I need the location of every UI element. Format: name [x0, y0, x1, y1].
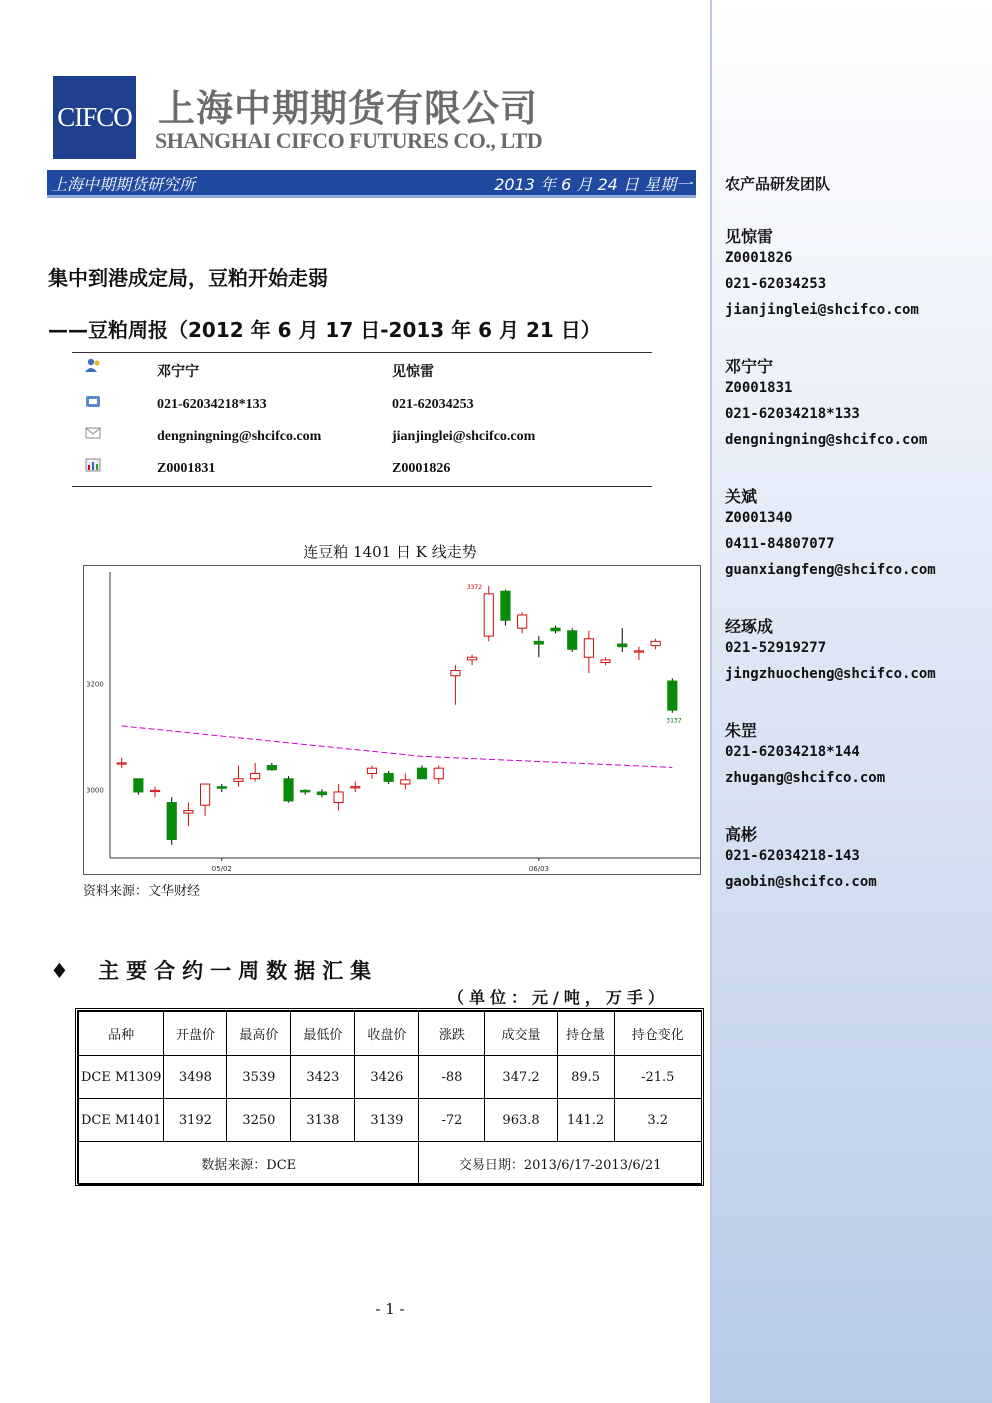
table-cell: 3426 — [355, 1056, 419, 1099]
member-email: zhugang@shcifco.com — [725, 770, 886, 786]
member-phone: 021-62034218*144 — [725, 744, 860, 760]
candle-body — [251, 773, 260, 778]
candle-body — [334, 792, 343, 803]
table-cell: DCE M1401 — [79, 1099, 164, 1142]
cifco-logo — [53, 76, 136, 159]
logo-text: CIFCO — [57, 102, 132, 132]
table-row — [79, 1099, 702, 1142]
candle-body — [568, 631, 577, 649]
candle-body — [501, 591, 510, 620]
author-phone-row — [72, 397, 652, 417]
candle-body — [134, 779, 143, 792]
member-name: 邓宁宁 — [725, 357, 774, 376]
report-title: 集中到港成定局，豆粕开始走弱 — [48, 266, 328, 290]
table-cell: 3139 — [355, 1099, 419, 1142]
candle-body — [417, 768, 426, 779]
candle-body — [234, 779, 243, 782]
member-phone: 021-62034218*133 — [725, 406, 860, 422]
member-name: 关斌 — [725, 487, 758, 506]
author-email-1: dengningning@shcifco.com — [157, 429, 322, 444]
candle-body — [651, 641, 660, 645]
company-name-en: SHANGHAI CIFCO FUTURES CO., LTD — [155, 128, 543, 153]
member-id: Z0001340 — [725, 510, 793, 526]
low-annotation: 3137 — [666, 717, 682, 725]
member-email: jianjinglei@shcifco.com — [725, 302, 919, 318]
candle-body — [184, 810, 193, 813]
sidebar-team — [710, 0, 992, 1403]
col-header: 开盘价 — [164, 1012, 227, 1056]
author-id-2: Z0001826 — [392, 461, 451, 476]
candle-body — [618, 644, 627, 647]
candle-body — [634, 651, 643, 652]
candle-body — [484, 594, 493, 636]
report-date: 2013 年 6 月 24 日 星期一 — [494, 175, 692, 194]
table-cell: 141.2 — [557, 1099, 614, 1142]
table-cell: 3423 — [291, 1056, 355, 1099]
member-id: Z0001831 — [725, 380, 793, 396]
member-email: gaobin@shcifco.com — [725, 874, 877, 890]
col-header: 持仓量 — [557, 1012, 614, 1056]
member-phone: 021-62034253 — [725, 276, 827, 292]
member-name: 高彬 — [725, 825, 758, 844]
team-member — [725, 822, 877, 900]
author-name-1: 邓宁宁 — [157, 365, 199, 380]
member-email: dengningning@shcifco.com — [725, 432, 928, 448]
member-email: jingzhuocheng@shcifco.com — [725, 666, 936, 682]
col-header: 品种 — [79, 1012, 164, 1056]
table-cell: 3192 — [164, 1099, 227, 1142]
person-icon — [84, 357, 102, 373]
data-source-cell: 数据来源：DCE — [79, 1142, 419, 1185]
author-email-row — [72, 429, 652, 449]
candle-body — [534, 641, 543, 644]
unit-note: （单位：元/吨，万手） — [448, 988, 669, 1007]
table-cell: -88 — [419, 1056, 485, 1099]
candle-body — [467, 657, 476, 660]
candle-body — [150, 790, 159, 791]
summary-table — [78, 1011, 702, 1185]
x-tick-label: 05/02 — [211, 865, 232, 873]
table-cell: 3.2 — [614, 1099, 701, 1142]
author-id-1: Z0001831 — [157, 461, 216, 476]
author-name-row — [72, 361, 652, 381]
author-name-2: 见惊雷 — [392, 365, 434, 380]
col-header: 涨跌 — [419, 1012, 485, 1056]
team-member — [725, 484, 936, 588]
candle-body — [551, 628, 560, 631]
mail-icon — [84, 425, 102, 441]
team-member — [725, 354, 927, 458]
candle-body — [217, 787, 226, 789]
table-cell: 3498 — [164, 1056, 227, 1099]
table-cell: 89.5 — [557, 1056, 614, 1099]
table-cell: -21.5 — [614, 1056, 701, 1099]
member-name: 朱罡 — [725, 721, 758, 740]
candle-body — [117, 763, 126, 764]
candle-body — [301, 790, 310, 792]
member-name: 见惊雷 — [725, 227, 774, 246]
table-cell: 963.8 — [485, 1099, 557, 1142]
candle-body — [267, 766, 276, 770]
table-cell: DCE M1309 — [79, 1056, 164, 1099]
candle-body — [584, 639, 593, 657]
company-name-cn: 上海中期期货有限公司 — [158, 87, 538, 130]
author-phone-2: 021-62034253 — [392, 397, 474, 412]
table-header-row — [79, 1012, 702, 1056]
author-contacts — [72, 352, 652, 487]
institute-name: 上海中期期货研究所 — [51, 175, 196, 194]
table-row — [79, 1056, 702, 1099]
author-email-2: jianjinglei@shcifco.com — [392, 429, 536, 444]
chart-title: 连豆粕 1401 日 K 线走势 — [303, 543, 477, 561]
candle-body — [401, 780, 410, 784]
team-member — [725, 718, 885, 796]
team-title: 农产品研发团队 — [725, 175, 831, 193]
chart-icon — [84, 457, 102, 473]
col-header: 最高价 — [227, 1012, 291, 1056]
x-tick-label: 06/03 — [528, 865, 550, 873]
section-title — [50, 955, 378, 985]
candle-body — [317, 792, 326, 795]
candle-body — [451, 670, 460, 675]
candle-body — [668, 681, 677, 710]
candle-body — [434, 768, 443, 779]
phone-icon — [84, 393, 102, 409]
table-cell: 3539 — [227, 1056, 291, 1099]
y-tick-label: 3200 — [86, 680, 104, 689]
table-cell: 347.2 — [485, 1056, 557, 1099]
ma-line — [122, 726, 673, 768]
member-phone: 021-62034218-143 — [725, 848, 860, 864]
trade-date-cell: 交易日期：2013/6/17-2013/6/21 — [419, 1142, 702, 1185]
section-title-text: 主要合约一周数据汇集 — [98, 959, 379, 983]
member-phone: 021-52919277 — [725, 640, 827, 656]
col-header: 最低价 — [291, 1012, 355, 1056]
table-cell: 3138 — [291, 1099, 355, 1142]
chart-source: 资料来源：文华财经 — [83, 884, 201, 899]
candle-body — [167, 803, 176, 840]
bullet-icon: ♦ — [50, 959, 76, 983]
member-phone: 0411-84807077 — [725, 536, 835, 552]
author-phone-1: 021-62034218*133 — [157, 397, 267, 412]
table-footer-row — [79, 1142, 702, 1185]
candle-body — [367, 768, 376, 773]
candle-body — [384, 773, 393, 781]
candle-body — [518, 615, 527, 628]
member-id: Z0001826 — [725, 250, 793, 266]
y-tick-label: 3000 — [86, 786, 104, 795]
table-cell: -72 — [419, 1099, 485, 1142]
team-member — [725, 614, 936, 692]
author-id-row — [72, 461, 652, 481]
table-cell: 3250 — [227, 1099, 291, 1142]
kline-chart — [83, 565, 701, 875]
report-subtitle: ——豆粕周报（2012 年 6 月 17 日-2013 年 6 月 21 日） — [48, 318, 601, 342]
kline-chart-svg — [84, 566, 700, 874]
team-member — [725, 224, 919, 328]
member-name: 经琢成 — [725, 617, 774, 636]
col-header: 成交量 — [485, 1012, 557, 1056]
header-bar — [47, 170, 696, 198]
candle-body — [351, 787, 360, 788]
high-annotation: 3372 — [466, 583, 483, 591]
candle-body — [284, 779, 293, 801]
candle-body — [601, 660, 610, 663]
member-email: guanxiangfeng@shcifco.com — [725, 562, 936, 578]
candle-body — [201, 784, 210, 805]
col-header: 持仓变化 — [614, 1012, 701, 1056]
page-number: - 1 - — [375, 1300, 405, 1318]
col-header: 收盘价 — [355, 1012, 419, 1056]
